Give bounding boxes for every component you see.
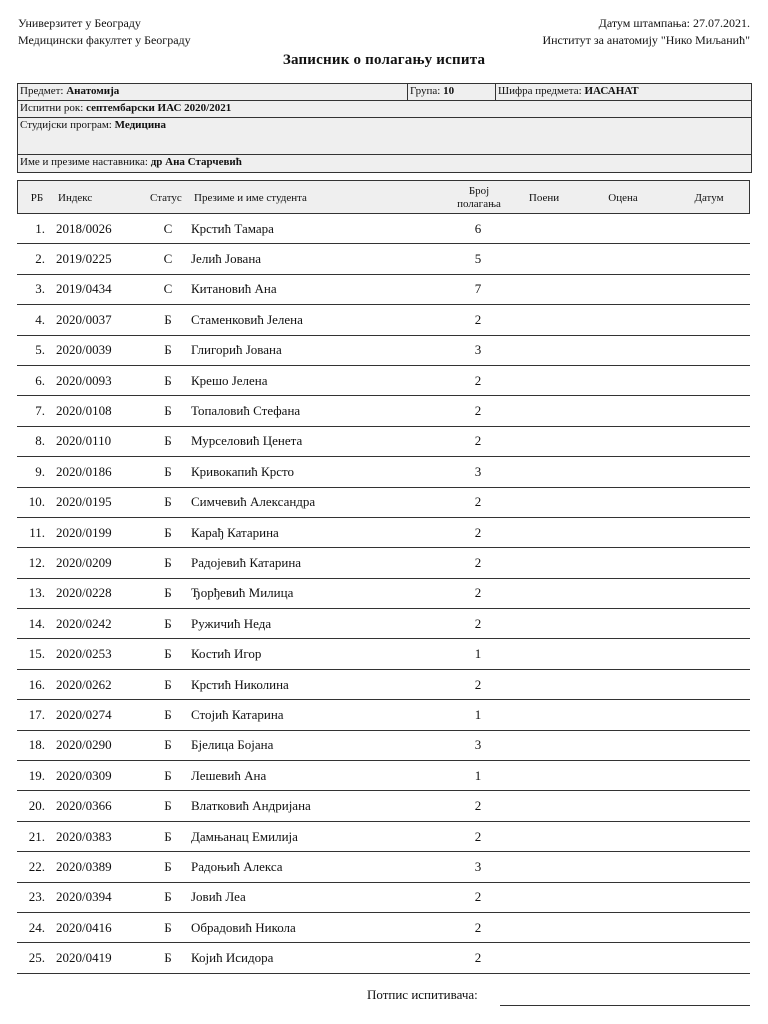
student-name: Стаменковић Јелена (191, 311, 303, 327)
table-row (17, 913, 750, 943)
row-number: 4. (35, 311, 45, 327)
table-header (17, 180, 750, 214)
teacher-label: Име и презиме наставника: (20, 156, 148, 168)
student-name: Ђорђевић Милица (191, 585, 294, 601)
attempt-count: 2 (474, 585, 482, 601)
student-name: Јовић Леа (191, 889, 246, 905)
attempt-count: 3 (474, 858, 482, 874)
student-name: Обрадовић Никола (191, 919, 296, 935)
student-index: 2020/0383 (56, 828, 112, 844)
col-attempt-count-line1: Број (468, 185, 490, 197)
student-status: Б (164, 828, 172, 844)
student-status: С (163, 220, 173, 236)
code-cell (495, 84, 751, 100)
attempt-count: 1 (474, 706, 482, 722)
teacher-value: др Ана Старчевић (150, 156, 242, 168)
student-index: 2020/0419 (56, 950, 112, 966)
student-status: Б (164, 767, 172, 783)
student-name: Ружичић Неда (191, 615, 272, 631)
student-name: Радојевић Катарина (191, 554, 302, 570)
table-row (17, 427, 750, 457)
attempt-count: 3 (474, 463, 482, 479)
student-name: Костић Игор (191, 646, 262, 662)
group-cell (407, 84, 495, 100)
row-number: 21. (28, 828, 45, 844)
table-row (17, 275, 750, 305)
table-row (17, 488, 750, 518)
student-name: Којић Исидора (191, 950, 274, 966)
student-status: Б (164, 494, 172, 510)
attempt-count: 1 (474, 767, 482, 783)
examiner-signature-label: Потпис испитивача: (367, 987, 478, 1002)
subject-cell (18, 84, 407, 100)
row-number: 2. (35, 251, 45, 267)
print-date: Датум штампања: 27.07.2021. (598, 16, 750, 30)
row-number: 14. (28, 615, 45, 631)
student-name: Лешевић Ана (191, 767, 267, 783)
student-name: Крешо Јелена (191, 372, 268, 388)
col-rb: РБ (30, 192, 44, 204)
student-status: Б (164, 554, 172, 570)
attempt-count: 7 (474, 281, 482, 297)
table-row (17, 609, 750, 639)
row-number: 22. (28, 858, 45, 874)
student-index: 2020/0389 (56, 858, 112, 874)
attempt-count: 2 (474, 919, 482, 935)
code-value: ИАСАНАТ (584, 85, 639, 97)
row-number: 1. (35, 220, 45, 236)
student-status: Б (164, 463, 172, 479)
student-status: Б (164, 858, 172, 874)
group-value: 10 (443, 85, 455, 97)
student-name: Крстић Николина (191, 676, 289, 692)
attempt-count: 5 (474, 251, 482, 267)
table-row (17, 336, 750, 366)
group-label: Група: (410, 85, 441, 97)
examiner-signature-line (500, 1005, 750, 1006)
row-number: 24. (28, 919, 45, 935)
student-index: 2020/0290 (56, 737, 112, 753)
row-number: 12. (28, 554, 45, 570)
attempt-count: 3 (474, 737, 482, 753)
attempt-count: 2 (474, 798, 482, 814)
student-index: 2020/0039 (56, 342, 112, 358)
attempt-count: 2 (474, 615, 482, 631)
student-status: Б (164, 646, 172, 662)
student-name: Крстић Тамара (191, 220, 274, 236)
attempt-count: 2 (474, 950, 482, 966)
table-row (17, 731, 750, 761)
term-value: септембарски ИАС 2020/2021 (86, 102, 232, 114)
student-name: Карађ Катарина (191, 524, 279, 540)
col-status: Статус (150, 192, 182, 204)
student-status: Б (164, 342, 172, 358)
student-name: Симчевић Александра (191, 494, 316, 510)
table-row (17, 518, 750, 548)
student-status: Б (164, 524, 172, 540)
program-cell (18, 118, 751, 154)
table-row (17, 700, 750, 730)
code-label: Шифра предмета: (498, 85, 582, 97)
row-number: 10. (28, 494, 45, 510)
row-number: 16. (28, 676, 45, 692)
student-index: 2020/0037 (56, 311, 112, 327)
attempt-count: 2 (474, 889, 482, 905)
table-row (17, 943, 750, 973)
col-points: Поени (528, 192, 560, 204)
student-status: Б (164, 676, 172, 692)
student-index: 2020/0093 (56, 372, 112, 388)
student-name: Бјелица Бојана (191, 737, 274, 753)
exam-info-box (17, 83, 752, 173)
attempt-count: 2 (474, 372, 482, 388)
student-status: Б (164, 919, 172, 935)
student-status: Б (164, 737, 172, 753)
student-name: Китановић Ана (191, 281, 277, 297)
institute-name: Институт за анатомију "Нико Миљанић" (542, 33, 750, 47)
row-number: 8. (35, 433, 45, 449)
row-number: 17. (28, 706, 45, 722)
student-name: Глигорић Јована (191, 342, 282, 358)
student-status: Б (164, 311, 172, 327)
attempt-count: 2 (474, 676, 482, 692)
student-index: 2020/0274 (56, 706, 112, 722)
student-status: Б (164, 403, 172, 419)
student-index: 2018/0026 (56, 220, 112, 236)
table-row (17, 579, 750, 609)
attempt-count: 3 (474, 342, 482, 358)
student-index: 2020/0195 (56, 494, 112, 510)
student-status: Б (164, 372, 172, 388)
row-number: 15. (28, 646, 45, 662)
student-index: 2020/0242 (56, 615, 112, 631)
student-status: Б (164, 615, 172, 631)
info-row-subject (18, 84, 751, 101)
student-index: 2020/0262 (56, 676, 112, 692)
table-row (17, 791, 750, 821)
subject-label: Предмет: (20, 85, 64, 97)
table-row (17, 852, 750, 882)
row-number: 6. (35, 372, 45, 388)
student-index: 2020/0186 (56, 463, 112, 479)
student-name: Мурселовић Ценета (191, 433, 303, 449)
students-table-body (17, 214, 750, 974)
student-status: Б (164, 433, 172, 449)
attempt-count: 2 (474, 828, 482, 844)
student-index: 2020/0209 (56, 554, 112, 570)
student-index: 2020/0253 (56, 646, 112, 662)
student-status: Б (164, 889, 172, 905)
student-index: 2020/0416 (56, 919, 112, 935)
student-index: 2020/0394 (56, 889, 112, 905)
info-row-term (18, 101, 751, 118)
student-status: С (163, 251, 173, 267)
term-label: Испитни рок: (20, 102, 84, 114)
student-status: С (163, 281, 173, 297)
table-row (17, 305, 750, 335)
row-number: 23. (28, 889, 45, 905)
row-number: 19. (28, 767, 45, 783)
row-number: 13. (28, 585, 45, 601)
student-status: Б (164, 798, 172, 814)
table-row (17, 244, 750, 274)
student-index: 2019/0434 (56, 281, 112, 297)
university-name: Универзитет у Београду (18, 16, 141, 30)
term-cell (18, 101, 751, 117)
row-number: 11. (29, 524, 45, 540)
attempt-count: 2 (474, 403, 482, 419)
student-status: Б (164, 706, 172, 722)
row-number: 7. (35, 403, 45, 419)
subject-value: Анатомија (66, 85, 120, 97)
document-title: Записник о полагању испита (282, 52, 486, 68)
student-status: Б (164, 585, 172, 601)
faculty-name: Медицински факултет у Београду (18, 33, 191, 47)
row-number: 18. (28, 737, 45, 753)
col-attempt-count-line2: полагања (457, 198, 501, 210)
table-row (17, 457, 750, 487)
row-number: 20. (28, 798, 45, 814)
attempt-count: 1 (474, 646, 482, 662)
student-index: 2019/0225 (56, 251, 112, 267)
table-row (17, 822, 750, 852)
table-row (17, 639, 750, 669)
col-student-name: Презиме и име студента (194, 192, 307, 204)
student-name: Влатковић Андријана (191, 798, 311, 814)
student-status: Б (164, 950, 172, 966)
student-name: Кривокапић Крсто (191, 463, 295, 479)
teacher-cell (18, 155, 751, 172)
attempt-count: 2 (474, 311, 482, 327)
program-label: Студијски програм: (20, 119, 112, 131)
row-number: 9. (35, 463, 45, 479)
student-index: 2020/0108 (56, 403, 112, 419)
col-date: Датум (694, 192, 724, 204)
student-index: 2020/0228 (56, 585, 112, 601)
table-row (17, 396, 750, 426)
student-index: 2020/0199 (56, 524, 112, 540)
table-row (17, 670, 750, 700)
program-value: Медицина (114, 119, 167, 131)
attempt-count: 2 (474, 494, 482, 510)
table-row (17, 761, 750, 791)
table-row (17, 883, 750, 913)
col-grade: Оцена (608, 192, 638, 204)
student-name: Стојић Катарина (191, 706, 284, 722)
table-row (17, 214, 750, 244)
row-number: 25. (28, 950, 45, 966)
row-number: 3. (35, 281, 45, 297)
attempt-count: 2 (474, 433, 482, 449)
student-index: 2020/0366 (56, 798, 112, 814)
attempt-count: 2 (474, 554, 482, 570)
table-row (17, 366, 750, 396)
row-number: 5. (35, 342, 45, 358)
info-row-teacher (18, 155, 751, 172)
attempt-count: 6 (474, 220, 482, 236)
student-name: Дамњанац Емилија (191, 828, 298, 844)
student-index: 2020/0309 (56, 767, 112, 783)
table-row (17, 548, 750, 578)
header-left (18, 15, 191, 49)
student-name: Радоњић Алекса (191, 858, 283, 874)
col-index: Индекс (58, 192, 93, 204)
student-name: Јелић Јована (191, 251, 262, 267)
col-attempt-count (446, 181, 512, 215)
student-name: Топаловић Стефана (191, 403, 301, 419)
student-index: 2020/0110 (56, 433, 112, 449)
header-right (542, 15, 750, 49)
attempt-count: 2 (474, 524, 482, 540)
info-row-program (18, 118, 751, 155)
